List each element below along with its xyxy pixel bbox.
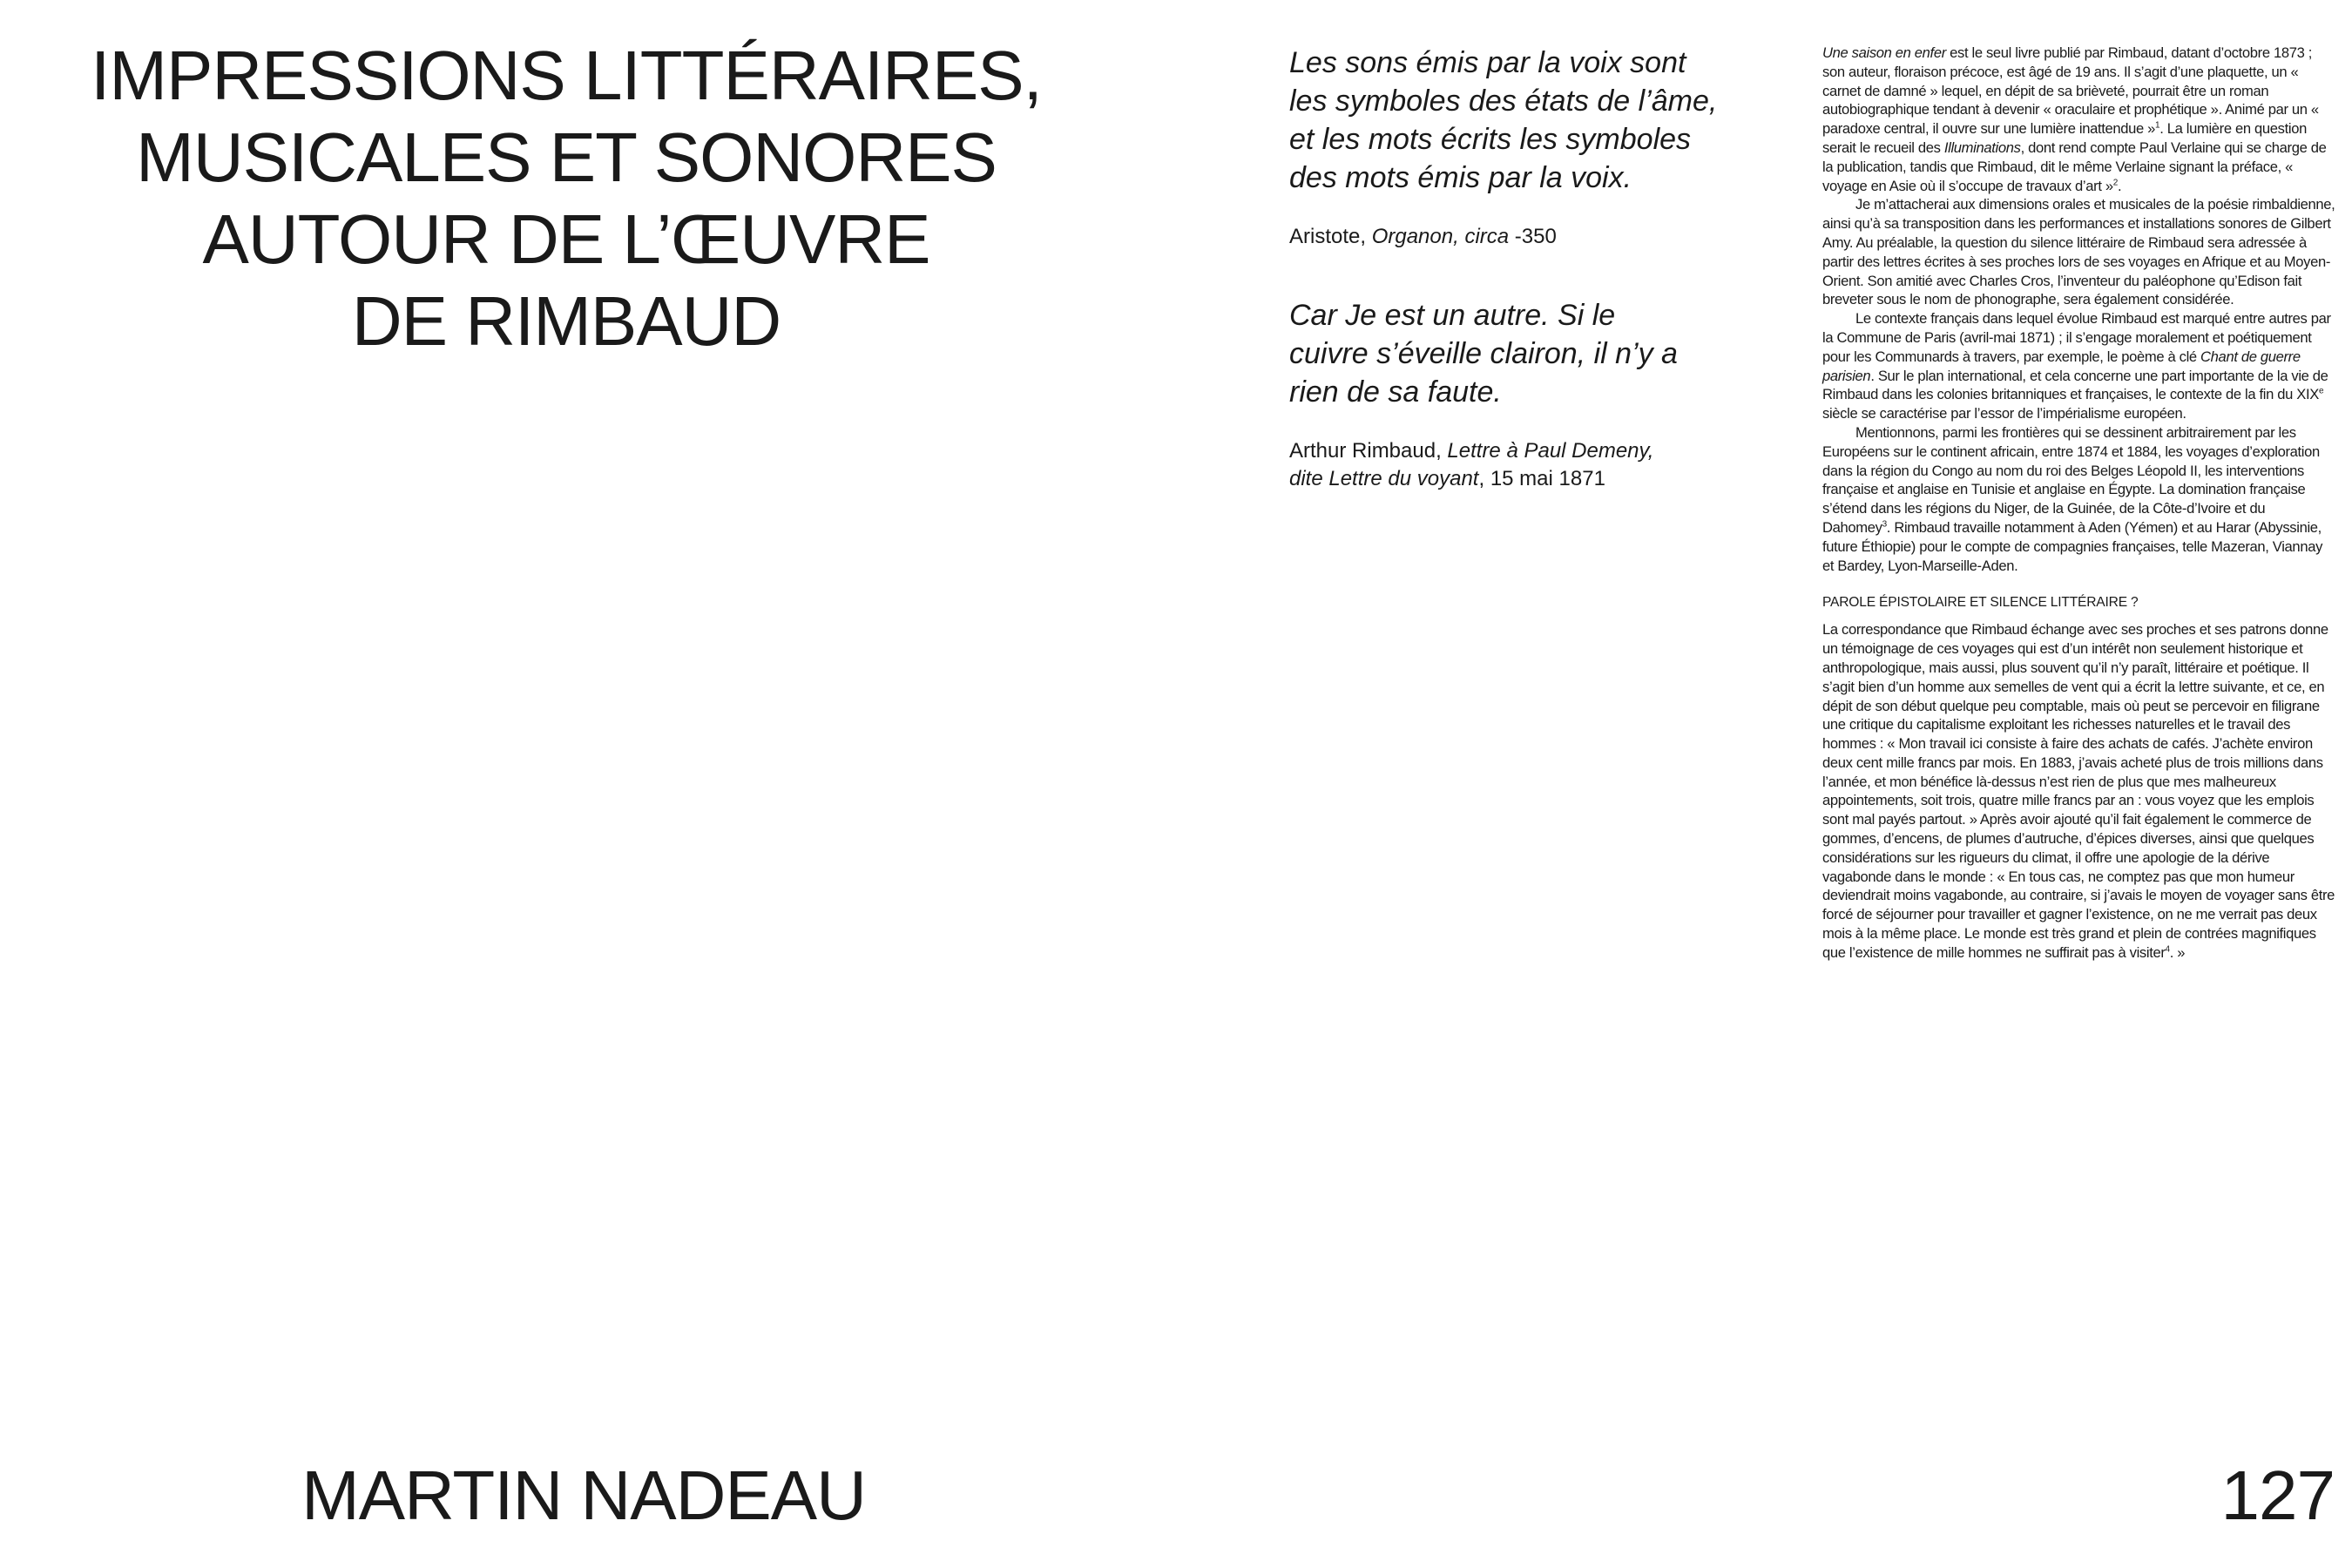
source-line <box>1289 465 1742 493</box>
text-run: siècle se caractérise par l’essor de l’impérialisme européen. <box>1822 405 2186 422</box>
text-run: . » <box>2169 943 2186 961</box>
quote-line: des mots émis par la voix. <box>1289 161 1632 194</box>
title-line: IMPRESSIONS LITTÉRAIRES, <box>91 37 1042 114</box>
superscript: e <box>2318 386 2324 396</box>
epigraph-source <box>1289 437 1742 493</box>
quote-line: Car Je est un autre. Si le <box>1289 299 1616 332</box>
source-work: dite Lettre du voyant <box>1289 467 1479 490</box>
footnote-ref: 3 <box>1882 519 1887 530</box>
epigraphs <box>1289 44 1742 493</box>
section-heading: PAROLE ÉPISTOLAIRE ET SILENCE LITTÉRAIRE ? <box>1822 595 2139 611</box>
italic-title: Illuminations <box>1943 139 2021 156</box>
text-run: . Rimbaud travaille notamment à Aden (Yémen) et au Harar (Abyssinie, future Éthiopie) pour le compte de compagnies françaises, telle Mazeran, Viannay et Bardey, Lyon-Marseille-Aden. <box>1822 518 2323 574</box>
source-work: Organon, circa <box>1371 225 1510 248</box>
title-line: AUTOUR DE L’ŒUVRE <box>202 200 930 278</box>
body-paragraph <box>1822 423 2336 575</box>
article-title <box>52 35 1080 362</box>
body-paragraph <box>1822 309 2336 423</box>
quote-line: et les mots écrits les symboles <box>1289 123 1692 156</box>
text-run: , dont rend compte Paul Verlaine qui se charge de la publication, tandis que Rimbaud, dit le même Verlaine signant la préface, « voyage en Asie où il s’occupe de travaux d’art » <box>1822 139 2327 194</box>
epigraph-rimbaud <box>1289 296 1742 493</box>
text-run: est le seul livre publié par Rimbaud, datant d’octobre 1873 ; son auteur, floraison précoce, est âgé de 19 ans. Il s’agit d’une plaquette, un « carnet de damné » lequel, en dépit de sa brièveté, pourrait être un roman autobiographique tendant à devenir « oraculaire et prophétique ». Animé par un « paradoxe central, il ouvre sur une lumière inattendue » <box>1822 44 2319 138</box>
epigraph-quote <box>1289 44 1742 197</box>
italic-title: Une saison en enfer <box>1822 44 1946 61</box>
source-date: , 15 mai 1871 <box>1478 467 1605 490</box>
body-text-column <box>1822 44 2336 963</box>
text-run: Mentionnons, parmi les frontières qui se dessinent arbitrairement par les Européens sur le continent africain, entre 1874 et 1884, les voyages d’exploration dans la région du Congo au nom du roi des Belges Léopold II, les interventions française et anglaise en Tunisie et anglaise en Égypte. La domination française s’étend dans les régions du Niger, de la Guinée, de la Côte-d’Ivoire et du Dahomey <box>1822 423 2320 536</box>
epigraph-aristotle <box>1289 44 1742 251</box>
quote-line: cuivre s’éveille clairon, il n’y a <box>1289 337 1678 370</box>
text-run: . Sur le plan international, et cela concerne une part importante de la vie de Rimbaud dans les colonies britanniques et françaises, le contexte de la fin du XIX <box>1822 367 2328 403</box>
source-date: -350 <box>1509 225 1557 248</box>
epigraph-quote <box>1289 296 1742 411</box>
source-author: Arthur Rimbaud, <box>1289 439 1448 463</box>
title-line: DE RIMBAUD <box>351 282 781 360</box>
italic-title: Chant de guerre parisien <box>1822 348 2301 384</box>
author-name: MARTIN NADEAU <box>301 1456 866 1534</box>
source-author: Aristote, <box>1289 225 1372 248</box>
text-run: Le contexte français dans lequel évolue Rimbaud est marqué entre autres par la Commune de Paris (avril-mai 1871) ; il s’engage moralement et poétiquement pour les Communards à travers, par exemple, le poème à clé <box>1822 310 2331 365</box>
source-line <box>1289 437 1742 465</box>
right-page <box>1176 0 2352 1568</box>
title-line: MUSICALES ET SONORES <box>136 118 997 196</box>
text-run: . La lumière en question serait le recueil des <box>1822 120 2307 156</box>
source-work: Lettre à Paul Demeny, <box>1447 439 1654 463</box>
page-number: 127 <box>2220 1456 2335 1534</box>
body-paragraph: Je m’attacherai aux dimensions orales et musicales de la poésie rimbaldienne, ainsi qu’à sa transposition dans les performances et installations sonores de Gilbert Amy. Au préalable, la question du silence littéraire de Rimbaud sera adressée à partir des lettres écrites à ses proches lors de ses voyages en Afrique et au Moyen-Orient. Son amitié avec Charles Cros, l’inventeur du paléophone qu’Edison fait breveter sous le nom de phonographe, sera également considérée. <box>1822 196 2335 308</box>
epigraph-source <box>1289 223 1742 251</box>
quote-line: les symboles des états de l’âme, <box>1289 84 1718 118</box>
text-run: La correspondance que Rimbaud échange avec ses proches et ses patrons donne un témoignage de ces voyages qui est d’un intérêt non seulement historique et anthropologique, mais aussi, plus souvent qu’il n’y paraît, littéraire et poétique. Il s’agit bien d’un homme aux semelles de vent qui a écrit la lettre suivante, et ce, en dépit de son début quelque peu comptable, mais où peut se percevoir en filigrane une critique du capitalisme exploitant les richesses naturelles et le travail des hommes : « Mon travail ici consiste à faire des achats de cafés. J’achète environ deux cent mille francs par mois. En 1883, j’avais acheté plus de trois millions dans l’année, et mon bénéfice là-dessus n’est rien de plus que mes malheureux appointements, soit trois, quatre mille francs par an : vous voyez que les emplois sont mal payés partout. » Après avoir ajouté qu’il fait également le commerce de gommes, d’encens, de plumes d’autruche, d’épices diverses, ainsi que quelques considérations sur les rigueurs du climat, il offre une apologie de la dérive vagabonde dans le monde : « En tous cas, ne comptez pas que mon humeur deviendrait moins vagabonde, au contraire, si j’avais le moyen de voyager sans être forcé de séjourner pour travailler et gagner l’existence, on ne me verrait pas deux mois à la même place. Le monde est très grand et plein de contrées magnifiques que l’existence de mille hommes ne suffirait pas à visiter <box>1822 621 2335 961</box>
quote-line: rien de sa faute. <box>1289 375 1502 409</box>
body-paragraph <box>1822 620 2336 962</box>
body-paragraph <box>1822 44 2336 195</box>
footnote-ref: 4 <box>2165 944 2170 955</box>
text-run: . <box>2117 177 2122 194</box>
quote-line: Les sons émis par la voix sont <box>1289 46 1686 79</box>
footnote-ref: 2 <box>2112 178 2118 188</box>
footnote-ref: 1 <box>2155 120 2160 131</box>
